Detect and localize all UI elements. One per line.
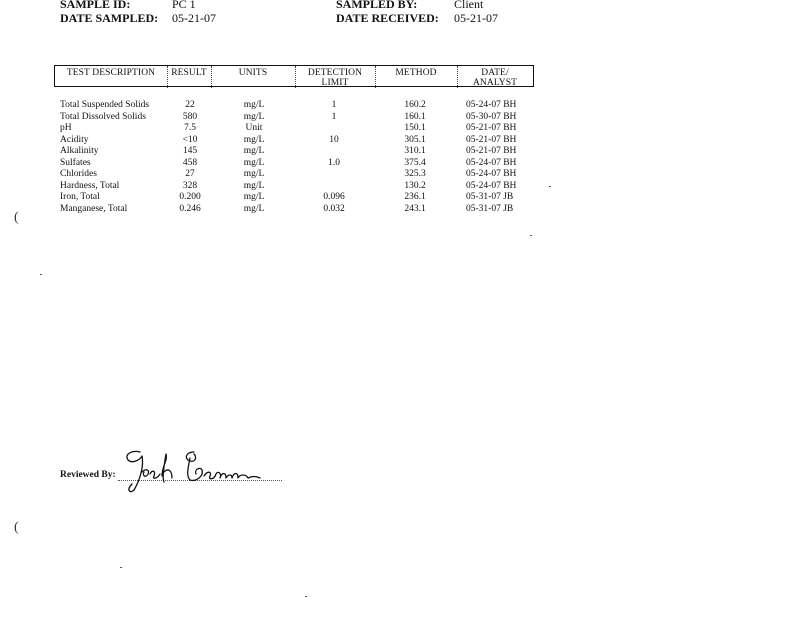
sampled-by-value: Client (454, 0, 484, 11)
cell-date: 05-24-07 BH (466, 157, 517, 168)
table-row (0, 146, 800, 158)
cell-detection: 1 (331, 100, 337, 110)
table-row (0, 204, 800, 216)
cell-method: 150.1 (404, 123, 426, 133)
cell-units: mg/L (243, 192, 265, 202)
cell-result: 580 (182, 111, 198, 122)
cell-desc: Total Suspended Solids (60, 100, 150, 110)
cell-method: 160.1 (404, 111, 426, 122)
results-table-header (54, 65, 534, 87)
cell-result: 458 (182, 157, 198, 168)
cell-detection: 1.0 (328, 157, 340, 168)
sample-id-label: SAMPLE ID: (60, 0, 131, 11)
cell-desc: pH (60, 123, 72, 133)
cell-method: 305.1 (404, 134, 426, 145)
signature-image (118, 446, 278, 496)
cell-date: 05-30-07 BH (466, 111, 517, 122)
cell-detection: 10 (329, 134, 339, 145)
date-sampled-label: DATE SAMPLED: (60, 11, 159, 25)
cell-method: 236.1 (404, 192, 426, 202)
col-units-label: UNITS (238, 68, 268, 78)
cell-desc: Alkalinity (60, 146, 99, 156)
scan-speck (40, 274, 42, 275)
cell-units: mg/L (243, 203, 265, 214)
table-row (0, 123, 800, 135)
cell-desc: Total Dissolved Solids (60, 111, 146, 122)
scan-speck (530, 235, 532, 236)
cell-units: mg/L (243, 169, 265, 179)
cell-method: 310.1 (404, 146, 426, 156)
cell-desc: Manganese, Total (60, 203, 128, 214)
cell-result: 328 (182, 180, 198, 191)
col-method-label: METHOD (395, 68, 437, 78)
cell-result: 0.246 (179, 203, 201, 214)
col-test-description (55, 66, 168, 88)
table-row (0, 100, 800, 112)
date-received-value: 05-21-07 (454, 11, 498, 25)
col-detection-label-2: LIMIT (321, 78, 349, 88)
cell-date: 05-31-07 JB (466, 203, 514, 214)
cell-method: 325.3 (404, 169, 426, 179)
cell-units: mg/L (243, 111, 265, 122)
cell-detection: 0.032 (323, 203, 345, 214)
scan-mark: ( (14, 520, 19, 535)
cell-units: mg/L (243, 157, 265, 168)
table-row (0, 169, 800, 181)
cell-date: 05-21-07 BH (466, 146, 517, 156)
col-detection-label-1: DETECTION (307, 68, 363, 78)
cell-units: mg/L (243, 100, 265, 110)
scan-speck (549, 186, 551, 187)
col-date-label-1: DATE/ (481, 68, 509, 78)
cell-desc: Chlorides (60, 169, 97, 179)
cell-date: 05-24-07 BH (466, 180, 517, 191)
cell-result: 7.5 (184, 123, 196, 133)
cell-desc: Sulfates (60, 157, 91, 168)
cell-method: 130.2 (404, 180, 426, 191)
cell-date: 05-24-07 BH (466, 169, 517, 179)
col-detection (295, 66, 376, 88)
cell-units: mg/L (243, 180, 265, 191)
cell-result: 145 (182, 146, 198, 156)
cell-result: 27 (185, 169, 195, 179)
col-result-label: RESULT (171, 68, 207, 78)
scan-speck (120, 567, 122, 568)
cell-method: 160.2 (404, 100, 426, 110)
table-row (0, 192, 800, 204)
date-received-label: DATE RECEIVED: (336, 11, 439, 25)
cell-method: 243.1 (404, 203, 426, 214)
cell-date: 05-21-07 BH (466, 134, 517, 145)
cell-result: 0.200 (179, 192, 201, 202)
cell-date: 05-21-07 BH (466, 123, 517, 133)
cell-date: 05-31-07 JB (466, 192, 514, 202)
col-result (167, 66, 212, 88)
col-date-analyst (457, 66, 533, 88)
cell-date: 05-24-07 BH (466, 100, 517, 110)
cell-desc: Hardness, Total (60, 180, 120, 191)
cell-units: mg/L (243, 134, 265, 145)
reviewed-by-label: Reviewed By: (60, 470, 116, 480)
scan-speck (305, 596, 307, 597)
col-test-description-label: TEST DESCRIPTION (66, 68, 156, 78)
cell-desc: Acidity (60, 134, 89, 145)
table-row (0, 181, 800, 193)
table-row (0, 112, 800, 124)
table-row (0, 158, 800, 170)
col-date-label-2: ANALYST (472, 78, 518, 88)
table-row (0, 135, 800, 147)
sampled-by-label: SAMPLED BY: (336, 0, 418, 11)
scan-mark: ( (14, 210, 19, 225)
cell-units: Unit (245, 123, 263, 133)
date-sampled-value: 05-21-07 (172, 11, 216, 25)
col-units (211, 66, 296, 88)
cell-method: 375.4 (404, 157, 426, 168)
cell-detection: 0.096 (323, 192, 345, 202)
cell-detection: 1 (331, 111, 337, 122)
cell-result: <10 (182, 134, 198, 145)
col-method (375, 66, 458, 88)
cell-units: mg/L (243, 146, 265, 156)
sample-id-value: PC 1 (172, 0, 196, 11)
cell-result: 22 (185, 100, 195, 110)
cell-desc: Iron, Total (60, 192, 100, 202)
